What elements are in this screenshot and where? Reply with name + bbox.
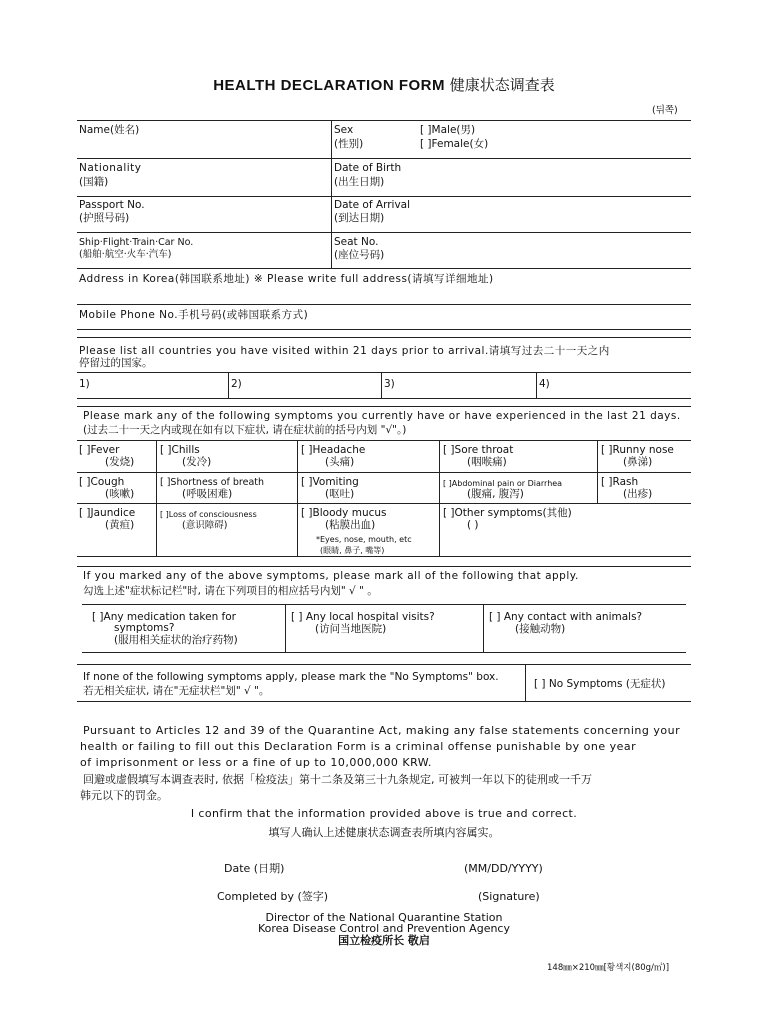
column-divider <box>331 120 332 268</box>
form-title <box>0 74 768 95</box>
row-divider <box>77 372 691 373</box>
symptoms-prompt: Please mark any of the following symptoms you currently have or have experienced in the last 21 days. <box>83 410 681 422</box>
symptom-consciousness-checkbox[interactable]: [ ]Loss of consciousness <box>160 510 257 519</box>
paper-spec: 148㎜×210㎜[황색지(80g/㎡)] <box>547 963 670 973</box>
row-divider <box>77 232 691 233</box>
row-divider <box>82 652 686 653</box>
back-side-label: (뒤쪽) <box>652 105 678 116</box>
row-divider <box>77 472 691 473</box>
symptom-fever-checkbox[interactable]: [ ]Fever <box>79 444 120 456</box>
symptom-headache-checkbox[interactable]: [ ]Headache <box>301 444 366 456</box>
director-line2: Korea Disease Control and Prevention Agency <box>257 922 510 935</box>
hospital-visit-checkbox[interactable]: [ ] Any local hospital visits? <box>291 611 435 623</box>
no-symptoms-prompt: If none of the following symptoms apply, please mark the "No Symptoms" box. <box>83 671 499 683</box>
row-divider <box>77 268 691 269</box>
medication-label-zh: (服用相关症状的治疗药物) <box>114 634 238 646</box>
female-checkbox[interactable]: [ ]Female(女) <box>420 138 489 150</box>
symptom-runny-nose-zh: (鼻涕) <box>623 456 653 468</box>
symptom-bloody-mucus-checkbox[interactable]: [ ]Bloody mucus <box>301 507 387 519</box>
signature-field[interactable]: (Signature) <box>478 890 540 903</box>
table-top-border <box>77 120 691 121</box>
sex-label-zh: (性别) <box>334 138 364 150</box>
followup-prompt-zh: 勾选上述"症状标记栏"时, 请在下列项目的相应括号内划" √ " 。 <box>83 585 378 597</box>
director-signature-zh: 国立检疫所长 敬启 <box>338 934 430 947</box>
section-border <box>77 701 691 702</box>
confirm-statement: I confirm that the information provided above is true and correct. <box>190 807 578 820</box>
column-divider <box>285 604 286 652</box>
row-divider <box>77 196 691 197</box>
address-field[interactable]: Address in Korea(韩国联系地址) ※ Please write full address(请填写详细地址) <box>79 273 494 285</box>
countries-prompt-zh: 停留过的国家。 <box>79 357 153 369</box>
column-divider <box>597 440 598 503</box>
column-divider <box>525 664 526 701</box>
bloody-mucus-note-zh: (眼睛, 鼻子, 嘴等) <box>320 546 385 555</box>
symptom-chills-checkbox[interactable]: [ ]Chills <box>160 444 200 456</box>
symptom-sore-throat-zh: (咽喉痛) <box>467 456 507 468</box>
arrival-label-zh: (到达日期) <box>334 212 385 224</box>
symptom-rash-zh: (出疹) <box>623 488 653 500</box>
country-slot-4[interactable]: 4) <box>539 378 550 390</box>
date-format-field[interactable]: (MM/DD/YYYY) <box>464 862 543 875</box>
no-symptoms-prompt-zh: 若无相关症状, 请在"无症状栏"划" √ "。 <box>83 685 270 697</box>
symptom-other-checkbox[interactable]: [ ]Other symptoms(其他) <box>443 507 572 519</box>
director-line1: Director of the National Quarantine Station <box>265 911 503 924</box>
dob-field[interactable]: Date of Birth <box>334 162 402 174</box>
legal-text-zh-line1: 回避或虚假填写本调查表时, 依据「检疫法」第十二条及第三十九条规定, 可被判一年以下的徒刑或一千万 <box>83 773 592 786</box>
seat-field[interactable]: Seat No. <box>334 236 379 248</box>
row-divider <box>77 158 691 159</box>
countries-prompt: Please list all countries you have visited within 21 days prior to arrival.请填写过去二十一天之内 <box>79 345 610 357</box>
arrival-field[interactable]: Date of Arrival <box>334 199 411 211</box>
legal-text-line1: Pursuant to Articles 12 and 39 of the Quarantine Act, making any false statements concerning your <box>83 724 681 737</box>
section-border <box>77 337 691 338</box>
nationality-field[interactable]: Nationality <box>79 162 142 174</box>
symptom-headache-zh: (头痛) <box>325 456 355 468</box>
passport-label-zh: (护照号码) <box>79 212 130 224</box>
section-border <box>77 398 691 399</box>
form-title-en: HEALTH DECLARATION FORM <box>213 77 445 94</box>
form-title-zh: 健康状态调查表 <box>449 76 555 94</box>
legal-text-zh-line2: 韩元以下的罚金。 <box>80 789 168 802</box>
dob-label-zh: (出生日期) <box>334 176 385 188</box>
male-checkbox[interactable]: [ ]Male(男) <box>420 124 476 136</box>
name-field[interactable]: Name(姓名) <box>79 124 140 136</box>
row-divider <box>82 604 686 605</box>
symptom-consciousness-zh: (意识障碍) <box>182 520 228 531</box>
row-divider <box>77 304 691 305</box>
symptom-bloody-mucus-zh: (粘膜出血) <box>325 519 376 531</box>
column-divider <box>439 440 440 556</box>
symptom-vomiting-zh: (呕吐) <box>325 488 355 500</box>
confirm-statement-zh: 填写人确认上述健康状态调查表所填内容属实。 <box>268 826 500 839</box>
symptom-abdominal-zh: (腹痛, 腹泻) <box>467 488 524 500</box>
medication-label-line2: symptoms? <box>114 622 175 634</box>
column-divider <box>156 440 157 556</box>
hospital-visit-label-zh: (访问当地医院) <box>315 623 387 635</box>
mobile-phone-field[interactable]: Mobile Phone No.手机号码(或韩国联系方式) <box>79 309 309 321</box>
country-slot-1[interactable]: 1) <box>79 378 90 390</box>
symptom-cough-zh: (咳嗽) <box>105 488 135 500</box>
column-divider <box>228 372 229 398</box>
section-border <box>77 566 691 567</box>
bloody-mucus-note: *Eyes, nose, mouth, etc <box>316 535 412 544</box>
completed-by-label: Completed by (签字) <box>217 890 329 903</box>
legal-text-line3: of imprisonment or less or a fine of up to 10,000,000 KRW. <box>80 756 432 769</box>
symptoms-prompt-zh: (过去二十一天之内或现在如有以下症状, 请在症状前的括号内划 "√"。) <box>83 424 407 436</box>
sex-label: Sex <box>334 124 354 136</box>
symptom-fever-zh: (发烧) <box>105 456 135 468</box>
animal-contact-label-zh: (接触动物) <box>515 623 566 635</box>
row-divider <box>77 440 691 441</box>
country-slot-3[interactable]: 3) <box>384 378 395 390</box>
column-divider <box>381 372 382 398</box>
symptom-vomiting-checkbox[interactable]: [ ]Vomiting <box>301 476 359 488</box>
row-divider <box>77 503 691 504</box>
medication-checkbox[interactable]: [ ]Any medication taken for <box>92 611 236 623</box>
section-border <box>77 406 691 407</box>
vehicle-number-label-zh: (船舶·航空·火车·汽车) <box>79 249 172 260</box>
symptom-other-field[interactable]: ( ) <box>467 519 479 531</box>
no-symptoms-checkbox[interactable]: [ ] No Symptoms (无症状) <box>534 678 666 690</box>
passport-field[interactable]: Passport No. <box>79 199 145 211</box>
section-border <box>77 664 691 665</box>
column-divider <box>536 372 537 398</box>
vehicle-number-field[interactable]: Ship·Flight·Train·Car No. <box>79 237 194 248</box>
symptom-breath-zh: (呼吸困难) <box>182 488 233 500</box>
nationality-label-zh: (国籍) <box>79 176 109 188</box>
section-border <box>77 329 691 330</box>
symptom-cough-checkbox[interactable]: [ ]Cough <box>79 476 125 488</box>
column-divider <box>483 604 484 652</box>
symptom-runny-nose-checkbox[interactable]: [ ]Runny nose <box>601 444 674 456</box>
date-label: Date (日期) <box>224 862 285 875</box>
symptom-breath-checkbox[interactable]: [ ]Shortness of breath <box>160 477 265 488</box>
followup-prompt: If you marked any of the above symptoms, please mark all of the following that apply. <box>83 570 579 582</box>
country-slot-2[interactable]: 2) <box>231 378 242 390</box>
symptom-jaundice-zh: (黄疸) <box>105 519 135 531</box>
seat-label-zh: (座位号码) <box>334 249 385 261</box>
symptom-abdominal-checkbox[interactable]: [ ]Abdominal pain or Diarrhea <box>443 479 563 488</box>
symptom-rash-checkbox[interactable]: [ ]Rash <box>601 476 639 488</box>
symptom-jaundice-checkbox[interactable]: [ ]Jaundice <box>79 507 136 519</box>
column-divider <box>297 440 298 556</box>
symptom-sore-throat-checkbox[interactable]: [ ]Sore throat <box>443 444 514 456</box>
symptom-chills-zh: (发冷) <box>182 456 212 468</box>
legal-text-line2: health or failing to fill out this Declaration Form is a criminal offense punishable by one year <box>80 740 637 753</box>
animal-contact-checkbox[interactable]: [ ] Any contact with animals? <box>489 611 643 623</box>
